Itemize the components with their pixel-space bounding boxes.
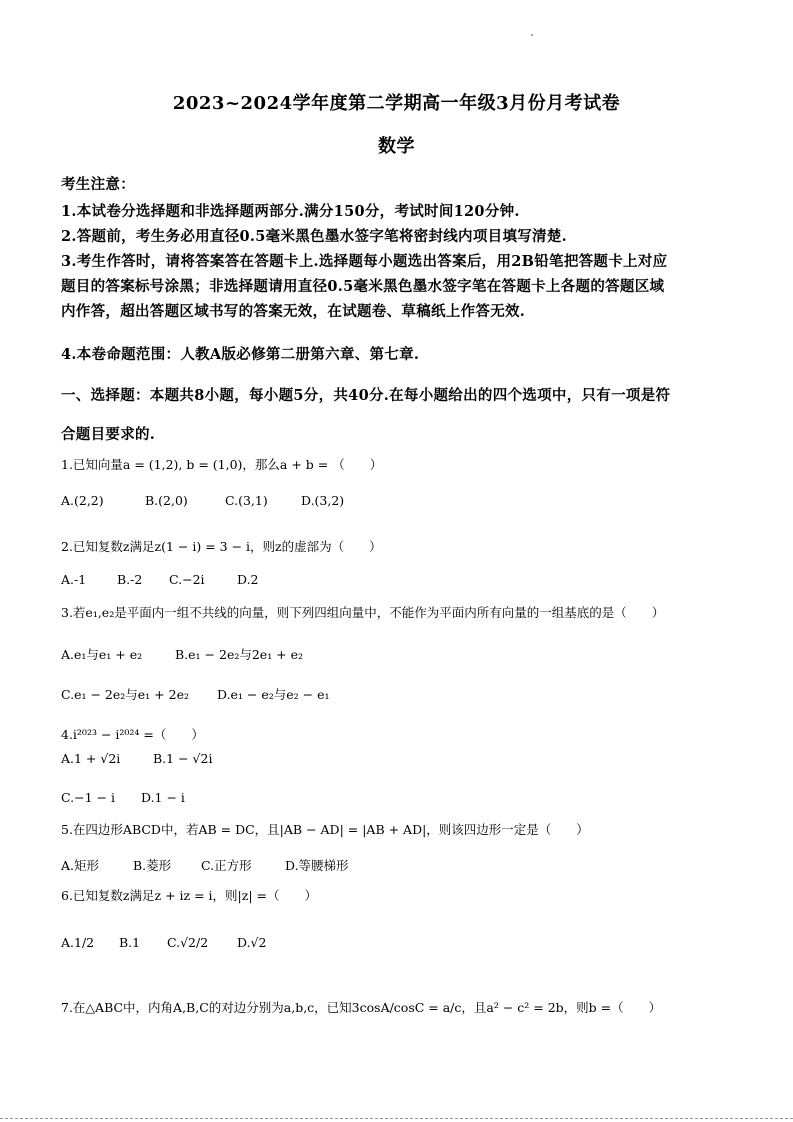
scan-speck (531, 34, 533, 36)
option: B.1 − √2i (153, 751, 213, 766)
options-row (61, 572, 259, 587)
option: C.e₁ − 2e₂与e₁ + 2e₂ (61, 687, 189, 702)
exam-title: 2023~2024学年度第二学期高一年级3月份月考试卷 (172, 93, 621, 114)
question-stem: 3.若e₁,e₂是平面内一组不共线的向量，则下列四组向量中，不能作为平面内所有向量的一组基底的是（ ） (61, 605, 665, 620)
option: D.2 (237, 572, 259, 587)
option: C.正方形 (201, 858, 252, 873)
option: C.−1 − i (61, 790, 115, 805)
question-stem: 6.已知复数z满足z + iz = i，则|z| =（ ） (61, 888, 317, 903)
option: C.(3,1) (225, 493, 268, 508)
options-row (61, 856, 349, 874)
section-heading-cont: 合题目要求的. (61, 426, 156, 443)
question-stem: 4.i²⁰²³ − i²⁰²⁴ =（ ） (61, 727, 204, 742)
notice-item: 题目的答案标号涂黑；非选择题请用直径0.5毫米黑色墨水签字笔在答题卡上各题的答题区域 (61, 278, 665, 295)
option: D.(3,2) (301, 493, 345, 508)
option: A.矩形 (61, 858, 100, 873)
option: B.-2 (117, 572, 143, 587)
option: B.1 (119, 935, 141, 950)
notice-heading: 考生注意： (61, 176, 135, 193)
options-row (61, 751, 212, 766)
option: A.e₁与e₁ + e₂ (61, 647, 143, 662)
notice-item: 1.本试卷分选择题和非选择题两部分.满分150分，考试时间120分钟. (61, 203, 520, 220)
option: A.-1 (61, 572, 87, 587)
options-row (61, 645, 303, 663)
option: D.等腰梯形 (285, 858, 349, 873)
section-heading: 一、选择题：本题共8小题，每小题5分，共40分.在每小题给出的四个选项中，只有一项是符 (61, 387, 671, 404)
options-row (61, 790, 185, 805)
option: A.1 + √2i (61, 751, 121, 766)
option: B.(2,0) (145, 493, 188, 508)
notice-item: 2.答题前，考生务必用直径0.5毫米黑色墨水签字笔将密封线内项目填写清楚. (61, 228, 568, 245)
page-edge-rule (0, 1118, 793, 1119)
notice-item: 内作答，超出答题区域书写的答案无效，在试题卷、草稿纸上作答无效. (61, 303, 526, 320)
option: D.e₁ − e₂与e₂ − e₁ (217, 687, 330, 702)
options-row (61, 935, 266, 950)
option: B.菱形 (133, 858, 172, 873)
option: A.(2,2) (61, 493, 104, 508)
question-stem: 7.在△ABC中，内角A,B,C的对边分别为a,b,c，已知3cosA/cosC = a/c，且a² − c² = 2b，则b =（ ） (61, 1000, 662, 1015)
subject-title: 数学 (378, 136, 415, 157)
options-row (61, 685, 330, 703)
option: B.e₁ − 2e₂与2e₁ + e₂ (175, 647, 304, 662)
question-stem: 1.已知向量a = (1,2), b = (1,0)，那么a + b = （ ） (61, 457, 383, 472)
option: D.1 − i (141, 790, 185, 805)
notice-item: 4.本卷命题范围：人教A版必修第二册第六章、第七章. (61, 346, 420, 363)
question-stem: 2.已知复数z满足z(1 − i) = 3 − i，则z的虚部为（ ） (61, 539, 382, 554)
option: D.√2 (237, 935, 267, 950)
option: A.1/2 (61, 935, 95, 950)
options-row (61, 493, 344, 508)
option: C.√2/2 (167, 935, 209, 950)
question-stem: 5.在四边形ABCD中，若AB = DC，且|AB − AD| = |AB + AD|，则该四边形一定是（ ） (61, 822, 589, 837)
option: C.−2i (169, 572, 205, 587)
notice-item: 3.考生作答时，请将答案答在答题卡上.选择题每小题选出答案后，用2B铅笔把答题卡上对应 (61, 253, 668, 270)
